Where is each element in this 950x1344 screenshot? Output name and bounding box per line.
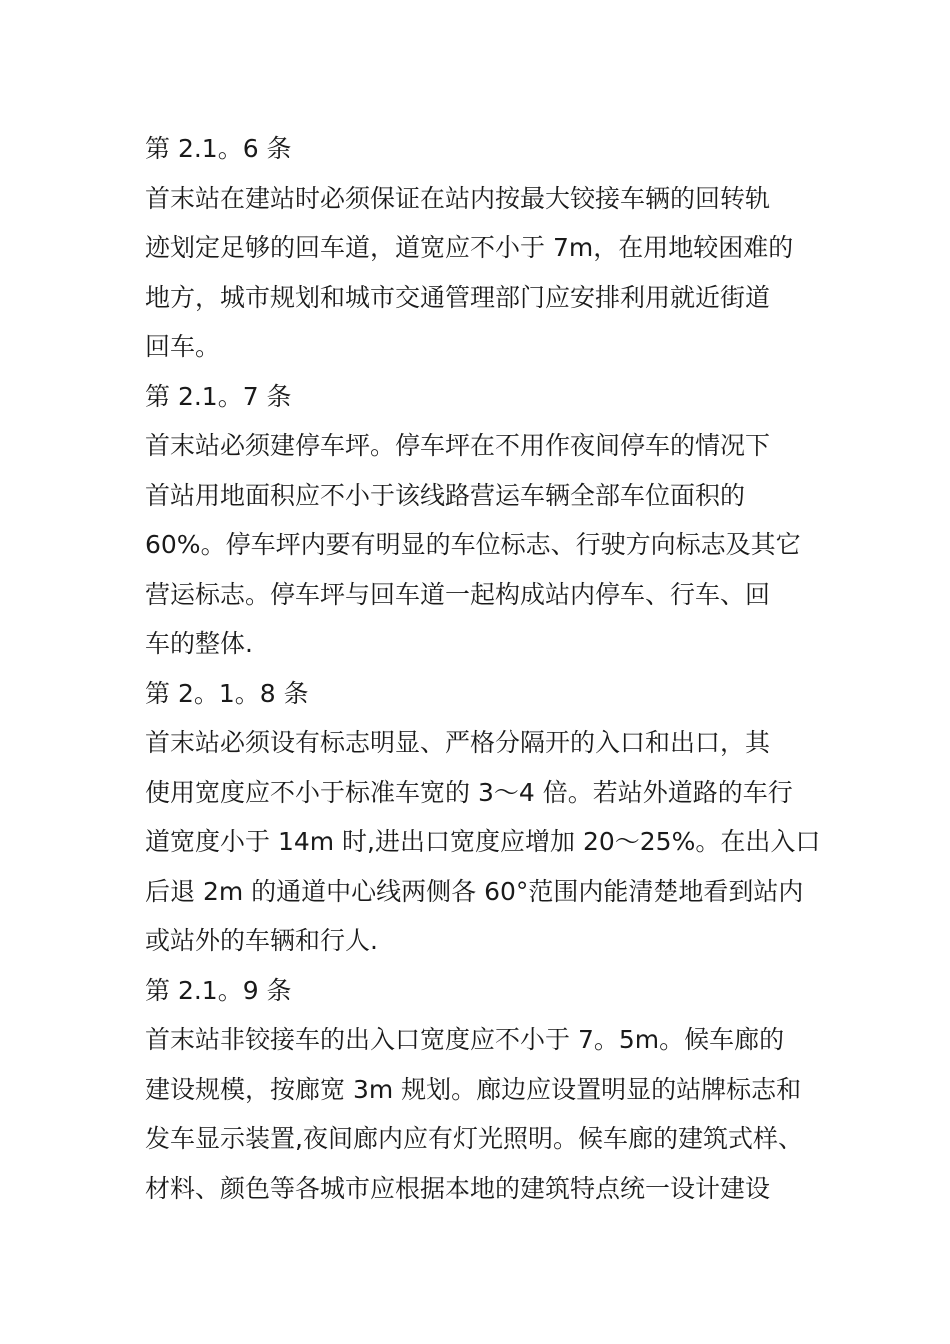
paragraph-line: 首末站在建站时必须保证在站内按最大铰接车辆的回转轨 — [145, 183, 771, 213]
paragraph-line: 发车显示装置,夜间廊内应有灯光照明。候车廊的建筑式样、 — [145, 1124, 803, 1153]
article-heading: 第 2.1。7 条 — [145, 381, 292, 411]
document-body — [145, 124, 821, 1213]
paragraph-line: 或站外的车辆和行人. — [145, 926, 378, 955]
paragraph-line: 车的整体. — [145, 629, 253, 658]
paragraph-line: 使用宽度应不小于标准车宽的 3～4 倍。若站外道路的车行 — [145, 777, 793, 807]
paragraph-line: 首末站必须建停车坪。停车坪在不用作夜间停车的情况下 — [145, 431, 771, 460]
paragraph-line: 地方，城市规划和城市交通管理部门应安排利用就近街道 — [145, 282, 771, 312]
paragraph-line: 后退 2m 的通道中心线两侧各 60°范围内能清楚地看到站内 — [145, 876, 804, 906]
article-heading: 第 2。1。8 条 — [145, 678, 309, 708]
paragraph-line: 回车。 — [145, 332, 221, 361]
paragraph-line: 首站用地面积应不小于该线路营运车辆全部车位面积的 — [145, 480, 746, 510]
paragraph-line: 首末站必须设有标志明显、严格分隔开的入口和出口，其 — [145, 728, 771, 757]
article-heading: 第 2.1。9 条 — [145, 975, 292, 1005]
paragraph-line: 道宽度小于 14m 时,进出口宽度应增加 20～25%。在出入口 — [145, 827, 821, 856]
paragraph-line: 建设规模，按廊宽 3m 规划。廊边应设置明显的站牌标志和 — [145, 1074, 802, 1104]
paragraph-line: 迹划定足够的回车道，道宽应不小于 7m，在用地较困难的 — [145, 233, 794, 262]
paragraph-line: 材料、颜色等各城市应根据本地的建筑特点统一设计建设 — [145, 1173, 771, 1203]
paragraph-line: 营运标志。停车坪与回车道一起构成站内停车、行车、回 — [145, 579, 771, 609]
article-heading: 第 2.1。6 条 — [145, 134, 292, 163]
paragraph-line: 60%。停车坪内要有明显的车位标志、行驶方向标志及其它 — [145, 530, 801, 559]
paragraph-line: 首末站非铰接车的出入口宽度应不小于 7。5m。候车廊的 — [145, 1025, 785, 1054]
